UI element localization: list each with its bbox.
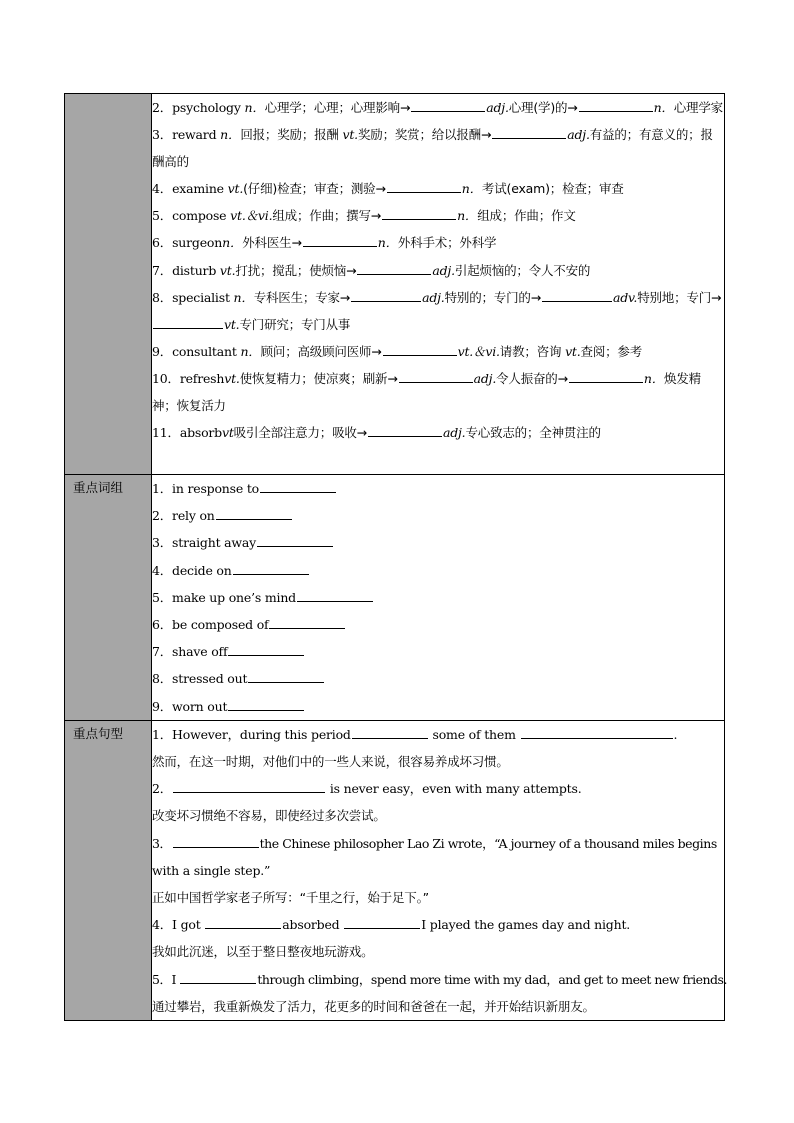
sentence-translation: 正如中国哲学家老子所写：“千里之行，始于足下。” (152, 890, 429, 906)
item-number: 10． (152, 371, 180, 387)
item-pos: adj. (473, 371, 497, 387)
vocab-item (152, 338, 724, 365)
sentence-continuation: with a single step.” (152, 862, 271, 878)
phrase-item (152, 693, 724, 720)
vocabulary-cell (152, 94, 725, 475)
row-label-cell (65, 720, 152, 1020)
sentence-text: is never easy，even with many attempts. (326, 781, 582, 797)
item-meaning: 引起烦恼的；令人不安的 (454, 262, 591, 278)
item-pos: vt. (219, 262, 236, 278)
answer-blank[interactable] (569, 367, 643, 383)
answer-blank[interactable] (260, 477, 336, 493)
sentence-text: absorbed (282, 917, 344, 933)
sentence-text: 5．I (152, 971, 180, 987)
sentence-text: 4．I got (152, 917, 205, 933)
sentence-item (152, 721, 724, 748)
answer-blank[interactable] (521, 723, 673, 739)
item-pos: n． (377, 235, 398, 251)
vocab-item (152, 284, 724, 338)
answer-blank[interactable] (153, 313, 223, 329)
item-pos: adj. (567, 127, 590, 142)
item-pos: vt. (224, 316, 240, 332)
table-row-phrases (65, 475, 725, 721)
phrase-item (152, 475, 724, 502)
vocab-item (152, 419, 724, 446)
sentence-text: I played the games day and night. (421, 917, 631, 933)
sentence-text: the Chinese philosopher Lao Zi wrote，“A journey of a thousand miles begins (259, 835, 717, 851)
answer-blank[interactable] (228, 640, 304, 656)
item-pos: vt.＆vi. (230, 208, 273, 224)
answer-blank[interactable] (382, 204, 456, 220)
item-word: consultant (172, 343, 237, 359)
answer-blank[interactable] (228, 695, 304, 711)
phrase-item (152, 665, 724, 692)
answer-blank[interactable] (248, 667, 324, 683)
sentence-item (152, 830, 724, 857)
row-label-cell (65, 475, 152, 721)
answer-blank[interactable] (205, 913, 281, 929)
item-meaning: 特别的；专门的→ (444, 289, 541, 305)
item-number: 6． (152, 235, 173, 251)
item-number: 11． (152, 425, 180, 441)
item-pos: n． (653, 100, 674, 115)
item-meaning: 焕发精神；恢复活力 (152, 371, 701, 414)
item-pos: n． (457, 208, 478, 224)
item-pos: vt.＆vi. (457, 343, 500, 359)
phrase-text: 2．rely on (152, 508, 215, 524)
item-word: specialist (172, 289, 230, 305)
sentence-item (152, 775, 724, 802)
item-meaning: 回报；奖励；报酬 (240, 127, 343, 142)
answer-blank[interactable] (411, 96, 485, 112)
item-pos: n． (233, 289, 254, 305)
answer-blank[interactable] (173, 777, 325, 793)
phrase-item (152, 638, 724, 665)
item-meaning: 心理(学)的→ (508, 100, 578, 115)
item-meaning: 专门研究；专门从事 (239, 316, 351, 332)
item-meaning: 特别地；专门→ (637, 289, 722, 305)
item-pos: vt. (565, 343, 581, 359)
answer-blank[interactable] (180, 968, 256, 984)
table-row-vocabulary (65, 94, 725, 475)
item-meaning: 有益的；有意义的；报酬高的 (152, 127, 713, 169)
item-word: psychology (172, 100, 241, 115)
sentence-text: . (673, 726, 678, 742)
answer-blank[interactable] (351, 286, 421, 302)
answer-blank[interactable] (257, 531, 333, 547)
item-number: 4． (152, 181, 173, 196)
item-word: surgeon (172, 235, 223, 251)
item-pos: adj. (432, 262, 455, 278)
item-pos: n． (220, 127, 241, 142)
answer-blank[interactable] (344, 913, 420, 929)
item-pos: n． (461, 181, 482, 196)
vocab-item (152, 257, 724, 284)
item-number: 3． (152, 127, 173, 142)
item-meaning: 查阅；参考 (580, 343, 643, 359)
item-meaning: 外科手术；外科学 (397, 235, 497, 251)
sentence-translation: 通过攀岩，我重新焕发了活力，花更多的时间和爸爸在一起，并开始结识新朋友。 (152, 998, 595, 1014)
item-meaning: 心理学家 (673, 100, 723, 115)
phrase-item (152, 584, 724, 611)
item-pos: adj. (422, 289, 445, 305)
vocab-item (152, 202, 724, 229)
item-meaning: 使恢复精力；使凉爽；刷新→ (239, 371, 398, 387)
vocab-item (152, 175, 724, 202)
item-number: 2． (152, 100, 173, 115)
phrase-item (152, 529, 724, 556)
phrase-text: 4．decide on (152, 562, 232, 578)
sentence-translation: 然而，在这一时期，对他们中的一些人来说，很容易养成坏习惯。 (152, 754, 509, 770)
answer-blank[interactable] (492, 123, 566, 139)
answer-blank[interactable] (368, 421, 442, 437)
sentence-item (152, 911, 724, 938)
phrase-item (152, 611, 724, 638)
item-meaning: 令人振奋的→ (496, 371, 568, 387)
item-meaning: 请教；咨询 (499, 343, 566, 359)
sentences-cell (152, 720, 725, 1020)
phrase-item (152, 557, 724, 584)
sentence-text: 3． (152, 835, 172, 851)
item-meaning: 外科医生→ (242, 235, 302, 251)
item-word: examine (172, 181, 224, 196)
answer-blank[interactable] (269, 613, 345, 629)
row-label: 重点词组 (73, 480, 124, 495)
sentence-text: 2． (152, 781, 173, 797)
item-meaning: 组成；作曲；作文 (477, 208, 576, 224)
vocab-item (152, 229, 724, 256)
sentence-text: some of them (428, 726, 520, 742)
phrase-text: 8．stressed out (152, 671, 248, 687)
item-pos: adj. (486, 100, 509, 115)
phrase-text: 7．shave off (152, 644, 228, 660)
item-pos: vt. (227, 181, 244, 196)
item-meaning: 专科医生；专家→ (253, 289, 351, 305)
phrase-text: 1．in response to (152, 481, 259, 496)
item-meaning: 考试(exam)；检查；审查 (481, 181, 624, 196)
phrase-text: 3．straight away (152, 535, 257, 551)
item-meaning: (仔细)检查；审查；测验→ (243, 181, 386, 196)
row-label (65, 94, 151, 98)
item-word: disturb (172, 262, 217, 278)
answer-blank[interactable] (383, 340, 457, 356)
item-pos: n． (244, 100, 265, 115)
item-meaning: 打扰；搅乱；使烦恼→ (235, 262, 357, 278)
sentence-text: 1．However，during this period (152, 726, 351, 742)
item-pos: vt. (342, 127, 358, 142)
item-word: absorb (179, 425, 222, 441)
item-word: compose (172, 208, 227, 224)
item-pos: vt (221, 425, 234, 441)
phrase-text: 6．be composed of (152, 617, 269, 633)
vocab-item (152, 365, 724, 419)
item-pos: adv. (612, 289, 638, 305)
item-pos: adj. (442, 425, 466, 441)
item-number: 8． (152, 289, 173, 305)
item-meaning: 心理学；心理；心理影响→ (264, 100, 411, 115)
item-number: 9． (152, 343, 173, 359)
answer-blank[interactable] (357, 259, 431, 275)
answer-blank[interactable] (216, 504, 292, 520)
item-word: reward (172, 127, 217, 142)
vocab-item (152, 121, 724, 175)
answer-blank[interactable] (173, 832, 259, 848)
answer-blank[interactable] (542, 286, 612, 302)
phrase-text: 9．worn out (152, 698, 228, 714)
item-number: 7． (152, 262, 173, 278)
table-row-sentences (65, 720, 725, 1020)
item-pos: n． (222, 235, 243, 251)
item-meaning: 顾问；高级顾问医师→ (260, 343, 382, 359)
item-meaning: 组成；作曲；撰写→ (272, 208, 382, 224)
item-number: 5． (152, 208, 173, 224)
answer-blank[interactable] (579, 96, 653, 112)
phrases-cell (152, 475, 725, 721)
row-label: 重点句型 (73, 725, 124, 741)
item-word: refresh (179, 371, 225, 387)
vocabulary-table (64, 93, 725, 1021)
answer-blank[interactable] (303, 231, 377, 247)
answer-blank[interactable] (387, 177, 461, 193)
item-meaning: 专心致志的；全神贯注的 (465, 425, 601, 441)
item-meaning: 吸引全部注意力；吸收→ (233, 425, 367, 441)
item-meaning: 奖励；奖赏；给以报酬→ (357, 127, 492, 142)
answer-blank[interactable] (233, 559, 309, 575)
phrase-item (152, 502, 724, 529)
sentence-item (152, 966, 727, 993)
answer-blank[interactable] (297, 586, 373, 602)
row-label-cell (65, 94, 152, 475)
sentence-translation: 改变坏习惯绝不容易，即使经过多次尝试。 (152, 808, 386, 824)
item-pos: n． (240, 343, 261, 359)
vocab-item (152, 94, 724, 121)
item-pos: vt. (224, 371, 240, 387)
answer-blank[interactable] (352, 723, 428, 739)
sentence-translation: 我如此沉迷，以至于整日整夜地玩游戏。 (152, 944, 374, 960)
sentence-text: through climbing，spend more time with my dad，and get to meet new friends. (257, 971, 727, 987)
answer-blank[interactable] (399, 367, 473, 383)
item-pos: n． (643, 371, 665, 387)
phrase-text: 5．make up one’s mind (152, 589, 296, 605)
